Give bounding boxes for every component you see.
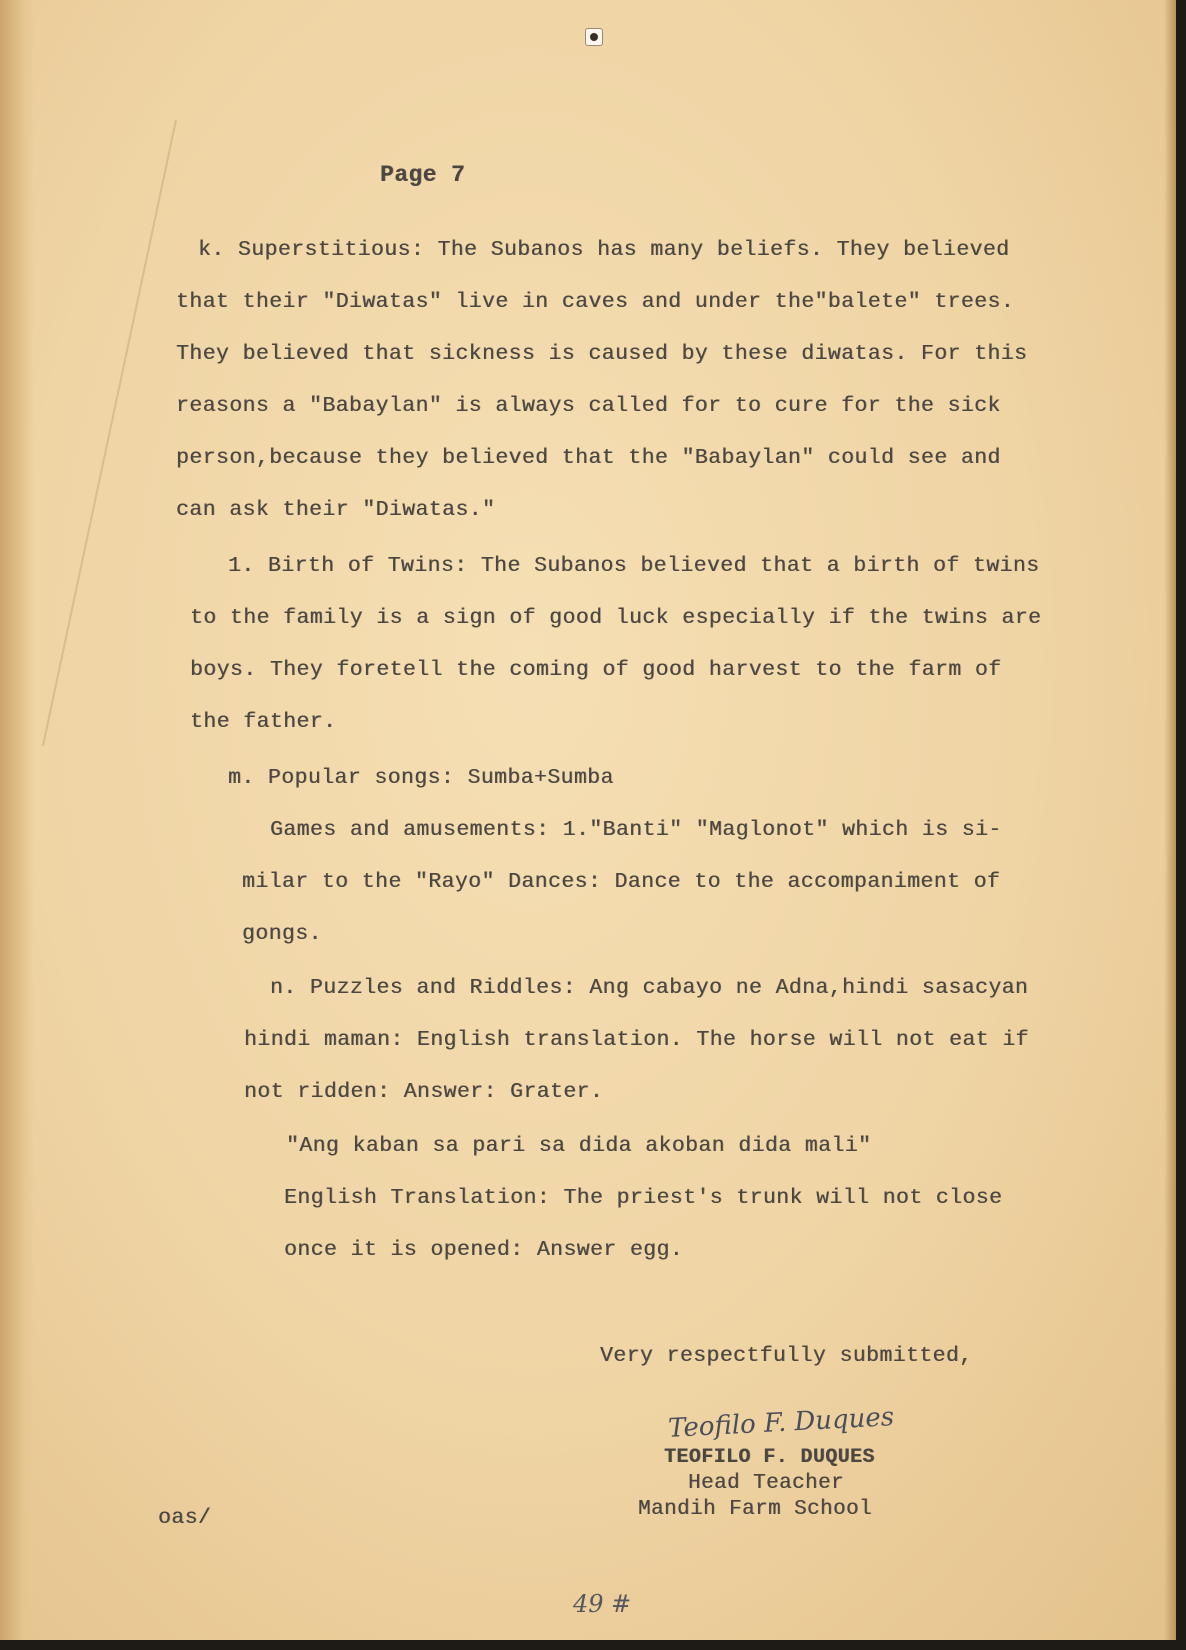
riddle-line: "Ang kaban sa pari sa dida akoban dida mali" <box>286 1134 872 1158</box>
section-k-line: that their "Diwatas" live in caves and under the"balete" trees. <box>176 290 1015 314</box>
page-label: Page 7 <box>380 162 466 188</box>
section-l-line: 1. Birth of Twins: The Subanos believed that a birth of twins <box>228 554 1040 578</box>
games-line: milar to the "Rayo" Dances: Dance to the accompaniment of <box>242 870 1001 894</box>
translation-line: once it is opened: Answer egg. <box>284 1238 684 1262</box>
section-l-line: boys. They foretell the coming of good harvest to the farm of <box>190 658 1002 682</box>
section-k-line: k. Superstitious: The Subanos has many beliefs. They believed <box>198 238 1010 262</box>
popular-songs-line: m. Popular songs: Sumba+Sumba <box>228 766 614 790</box>
signer-title: Head Teacher <box>688 1472 845 1495</box>
section-l-line: to the family is a sign of good luck especially if the twins are <box>190 606 1042 630</box>
section-k-line: reasons a "Babaylan" is always called for to cure for the sick <box>176 394 1001 418</box>
translation-line: English Translation: The priest's trunk will not close <box>284 1186 1003 1210</box>
games-line: Games and amusements: 1."Banti" "Maglonot" which is si- <box>270 818 1002 842</box>
section-k-line: person,because they believed that the "Babaylan" could see and <box>176 446 1001 470</box>
closing-line: Very respectfully submitted, <box>600 1344 973 1368</box>
section-n-line: hindi maman: English translation. The horse will not eat if <box>244 1028 1029 1052</box>
section-l-line: the father. <box>190 710 337 734</box>
fold-crease <box>42 120 177 746</box>
signer-name: TEOFILO F. DUQUES <box>664 1446 875 1469</box>
section-k-line: They believed that sickness is caused by these diwatas. For this <box>176 342 1028 366</box>
signer-school: Mandih Farm School <box>638 1498 873 1521</box>
punch-hole-icon <box>585 28 603 46</box>
handwritten-signature: Teofilo F. Duques <box>667 1402 895 1444</box>
section-n-line: n. Puzzles and Riddles: Ang cabayo ne Adna,hindi sasacyan <box>270 976 1029 1000</box>
section-k-line: can ask their "Diwatas." <box>176 498 496 522</box>
section-n-line: not ridden: Answer: Grater. <box>244 1080 604 1104</box>
handwritten-page-number: 49 # <box>573 1590 632 1618</box>
typist-initials: oas/ <box>158 1506 212 1530</box>
games-line: gongs. <box>242 922 322 946</box>
